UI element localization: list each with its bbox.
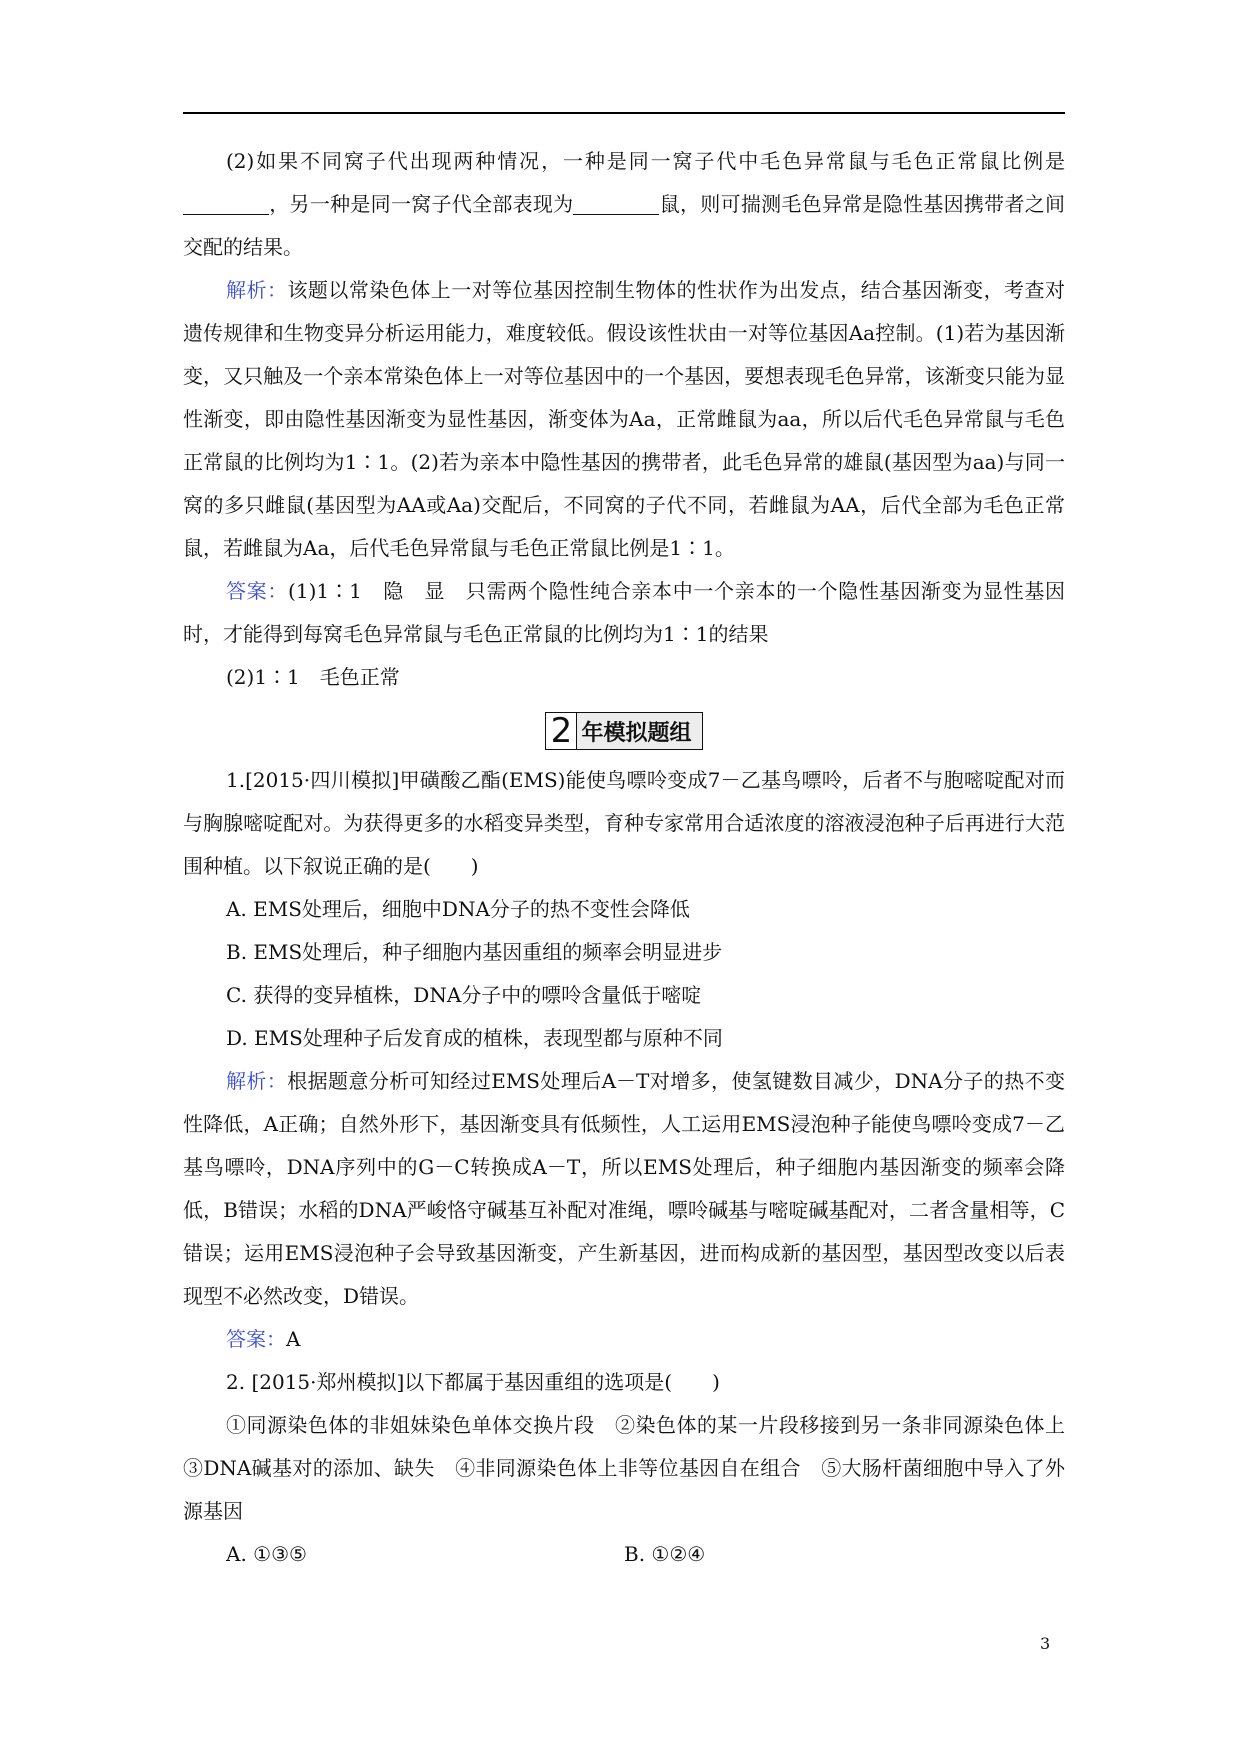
q2-options — [183, 1533, 1065, 1576]
section-box — [545, 712, 702, 750]
q1-option-c: C. 获得的变异植株，DNA分子中的嘌呤含量低于嘧啶 — [226, 983, 702, 1007]
q-prev-part2: (2)如果不同窝子代出现两种情况，一种是同一窝子代中毛色异常鼠与毛色正常鼠比例是，另一种是同一窝子代全部表现为 鼠，则可揣测毛色异常是隐性基因携带者之间交配的结果。 — [183, 149, 1066, 259]
q1-option-d: D. EMS处理种子后发育成的植株，表现型都与原种不同 — [226, 1026, 723, 1050]
answer-label: 答案： — [226, 579, 289, 603]
header-rule — [183, 112, 1065, 114]
page-content — [183, 140, 1085, 1576]
q1-stem: 1.[2015·四川模拟]甲磺酸乙酯(EMS)能使鸟嘌呤变成7－乙基鸟嘌呤，后者不与胞嘧啶配对而与胸腺嘧啶配对。为获得更多的水稻变异类型，育种专家常用合适浓度的溶液浸泡种子后再进行大范围种植。以下叙说正确的是( ) — [183, 768, 1065, 878]
q-prev-analysis: 解析：该题以常染色体上一对等位基因控制生物体的性状作为出发点，结合基因渐变，考查对遗传规律和生物变异分析运用能力，难度较低。假设该性状由一对等位基因Aa控制。(1)若为基因渐变，又只触及一个亲本常染色体上一对等位基因中的一个基因，要想表现毛色异常，该渐变只能为显性渐变，即由隐性基因渐变为显性基因，渐变体为Aa，正常雌鼠为aa，所以后代毛色异常鼠与毛色正常鼠的比例均为1∶1。(2)若为亲本中隐性基因的携带者，此毛色异常的雄鼠(基因型为aa)与同一窝的多只雌鼠(基因型为AA或Aa)交配后，不同窝的子代不同，若雌鼠为AA，后代全部为毛色正常鼠，若雌鼠为Aa，后代毛色异常鼠与毛色正常鼠比例是1∶1。 — [183, 278, 1066, 560]
q2-option-b: B. ①②④ — [624, 1542, 706, 1566]
blank-1 — [183, 194, 269, 215]
q2-option-a: A. ①③⑤ — [226, 1542, 307, 1566]
blank-2 — [573, 194, 659, 215]
page-number: 3 — [1040, 1634, 1051, 1653]
q2-items: ①同源染色体的非姐妹染色单体交换片段 ②染色体的某一片段移接到另一条非同源染色体上 ③DNA碱基对的添加、缺失 ④非同源染色体上非等位基因自在组合 ⑤大肠杆菌细胞中导入了外源基因 — [183, 1413, 1085, 1523]
q1-answer: 答案：A — [226, 1327, 301, 1351]
section-title: 年模拟题组 — [581, 720, 692, 746]
answer-label: 答案： — [226, 1327, 286, 1351]
analysis-label: 解析： — [226, 1069, 288, 1093]
analysis-label: 解析： — [226, 278, 288, 302]
q-prev-answer-2: (2)1∶1 毛色正常 — [226, 665, 400, 689]
section-number: 2 — [546, 713, 577, 749]
q1-option-a: A. EMS处理后，细胞中DNA分子的热不变性会降低 — [226, 897, 690, 921]
q1-option-b: B. EMS处理后，种子细胞内基因重组的频率会明显进步 — [226, 940, 723, 964]
q-prev-answer: 答案：(1)1∶1 隐 显 只需两个隐性纯合亲本中一个亲本的一个隐性基因渐变为显性基因时，才能得到每窝毛色异常鼠与毛色正常鼠的比例均为1∶1的结果 — [183, 579, 1065, 646]
section-heading — [183, 703, 1065, 759]
q2-stem: 2. [2015·郑州模拟]以下都属于基因重组的选项是( ) — [226, 1370, 720, 1394]
q1-analysis: 解析：根据题意分析可知经过EMS处理后A－T对增多，使氢键数目减少，DNA分子的热不变性降低，A正确；自然外形下，基因渐变具有低频性，人工运用EMS浸泡种子能使鸟嘌呤变成7－乙基鸟嘌呤，DNA序列中的G－C转换成A－T，所以EMS处理后，种子细胞内基因渐变的频率会降低，B错误；水稻的DNA严峻恪守碱基互补配对准绳，嘌呤碱基与嘧啶碱基配对，二者含量相等，C错误；运用EMS浸泡种子会导致基因渐变，产生新基因，进而构成新的基因型，基因型改变以后表现型不必然改变，D错误。 — [183, 1069, 1066, 1308]
